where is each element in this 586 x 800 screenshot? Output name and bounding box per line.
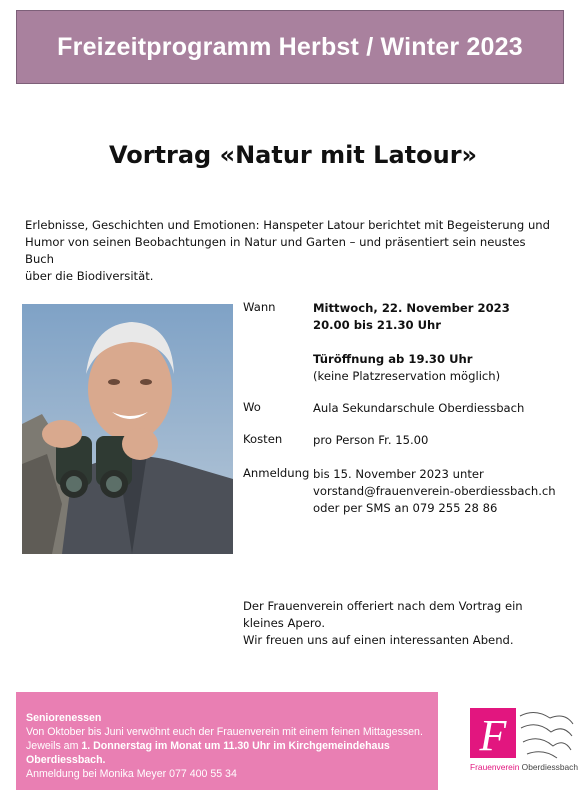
senior-line-bold: 1. Donnerstag im Monat um 11.30 Uhr im Kirchgemeindehaus	[81, 740, 390, 752]
logo-letter: F	[479, 711, 507, 760]
detail-row-when-value	[313, 300, 510, 385]
speaker-photo-illustration	[22, 304, 233, 554]
closing-line: Der Frauenverein offeriert nach dem Vortrag ein	[243, 599, 523, 613]
event-title: Vortrag «Natur mit Latour»	[108, 141, 478, 169]
closing-line: Wir freuen uns auf einen interessanten Abend.	[243, 633, 514, 647]
senior-lunch-box	[16, 692, 438, 790]
event-intro	[25, 217, 555, 285]
event-location: Aula Sekundarschule Oberdiessbach	[313, 401, 525, 415]
senior-line	[26, 739, 428, 753]
signup-email[interactable]: vorstand@frauenverein-oberdiessbach.ch	[313, 484, 556, 498]
logo-graphic	[465, 706, 575, 762]
door-open: Türöffnung ab 19.30 Uhr	[313, 352, 473, 366]
speaker-photo	[22, 304, 233, 554]
door-note: (keine Platzreservation möglich)	[313, 369, 501, 383]
senior-line-prefix: Jeweils am	[26, 740, 82, 752]
senior-line: Oberdiessbach.	[26, 754, 106, 766]
banner-title: Freizeitprogramm Herbst / Winter 2023	[57, 32, 523, 61]
label-when: Wann	[243, 300, 276, 314]
event-time: 20.00 bis 21.30 Uhr	[313, 318, 442, 332]
intro-line: Erlebnisse, Geschichten und Emotionen: Hanspeter Latour berichtet mit Begeisterung und	[25, 218, 551, 232]
label-cost: Kosten	[243, 432, 283, 446]
label-signup: Anmeldung	[243, 466, 310, 480]
header-banner	[16, 10, 564, 84]
senior-line: Anmeldung bei Monika Meyer 077 400 55 34	[26, 768, 237, 780]
label-where: Wo	[243, 400, 261, 414]
signup-deadline: bis 15. November 2023 unter	[313, 467, 484, 481]
event-price: pro Person Fr. 15.00	[313, 433, 429, 447]
logo-name	[470, 762, 578, 772]
closing-line: kleines Apero.	[243, 616, 326, 630]
spacer	[313, 334, 510, 351]
signup-sms: oder per SMS an 079 255 28 86	[313, 501, 498, 515]
logo-name-part2: Oberdiessbach	[519, 762, 579, 772]
event-date: Mittwoch, 22. November 2023	[313, 301, 510, 315]
detail-row-signup-value	[313, 466, 556, 517]
closing-text	[243, 598, 563, 649]
logo-name-part1: Frauenverein	[470, 762, 520, 772]
intro-line: Humor von seinen Beobachtungen in Natur und Garten – und präsentiert sein neustes Buch	[25, 235, 526, 266]
senior-heading: Seniorenessen	[26, 712, 102, 724]
intro-line: über die Biodiversität.	[25, 269, 154, 283]
senior-line: Von Oktober bis Juni verwöhnt euch der Frauenverein mit einem feinen Mittagessen.	[26, 726, 423, 738]
